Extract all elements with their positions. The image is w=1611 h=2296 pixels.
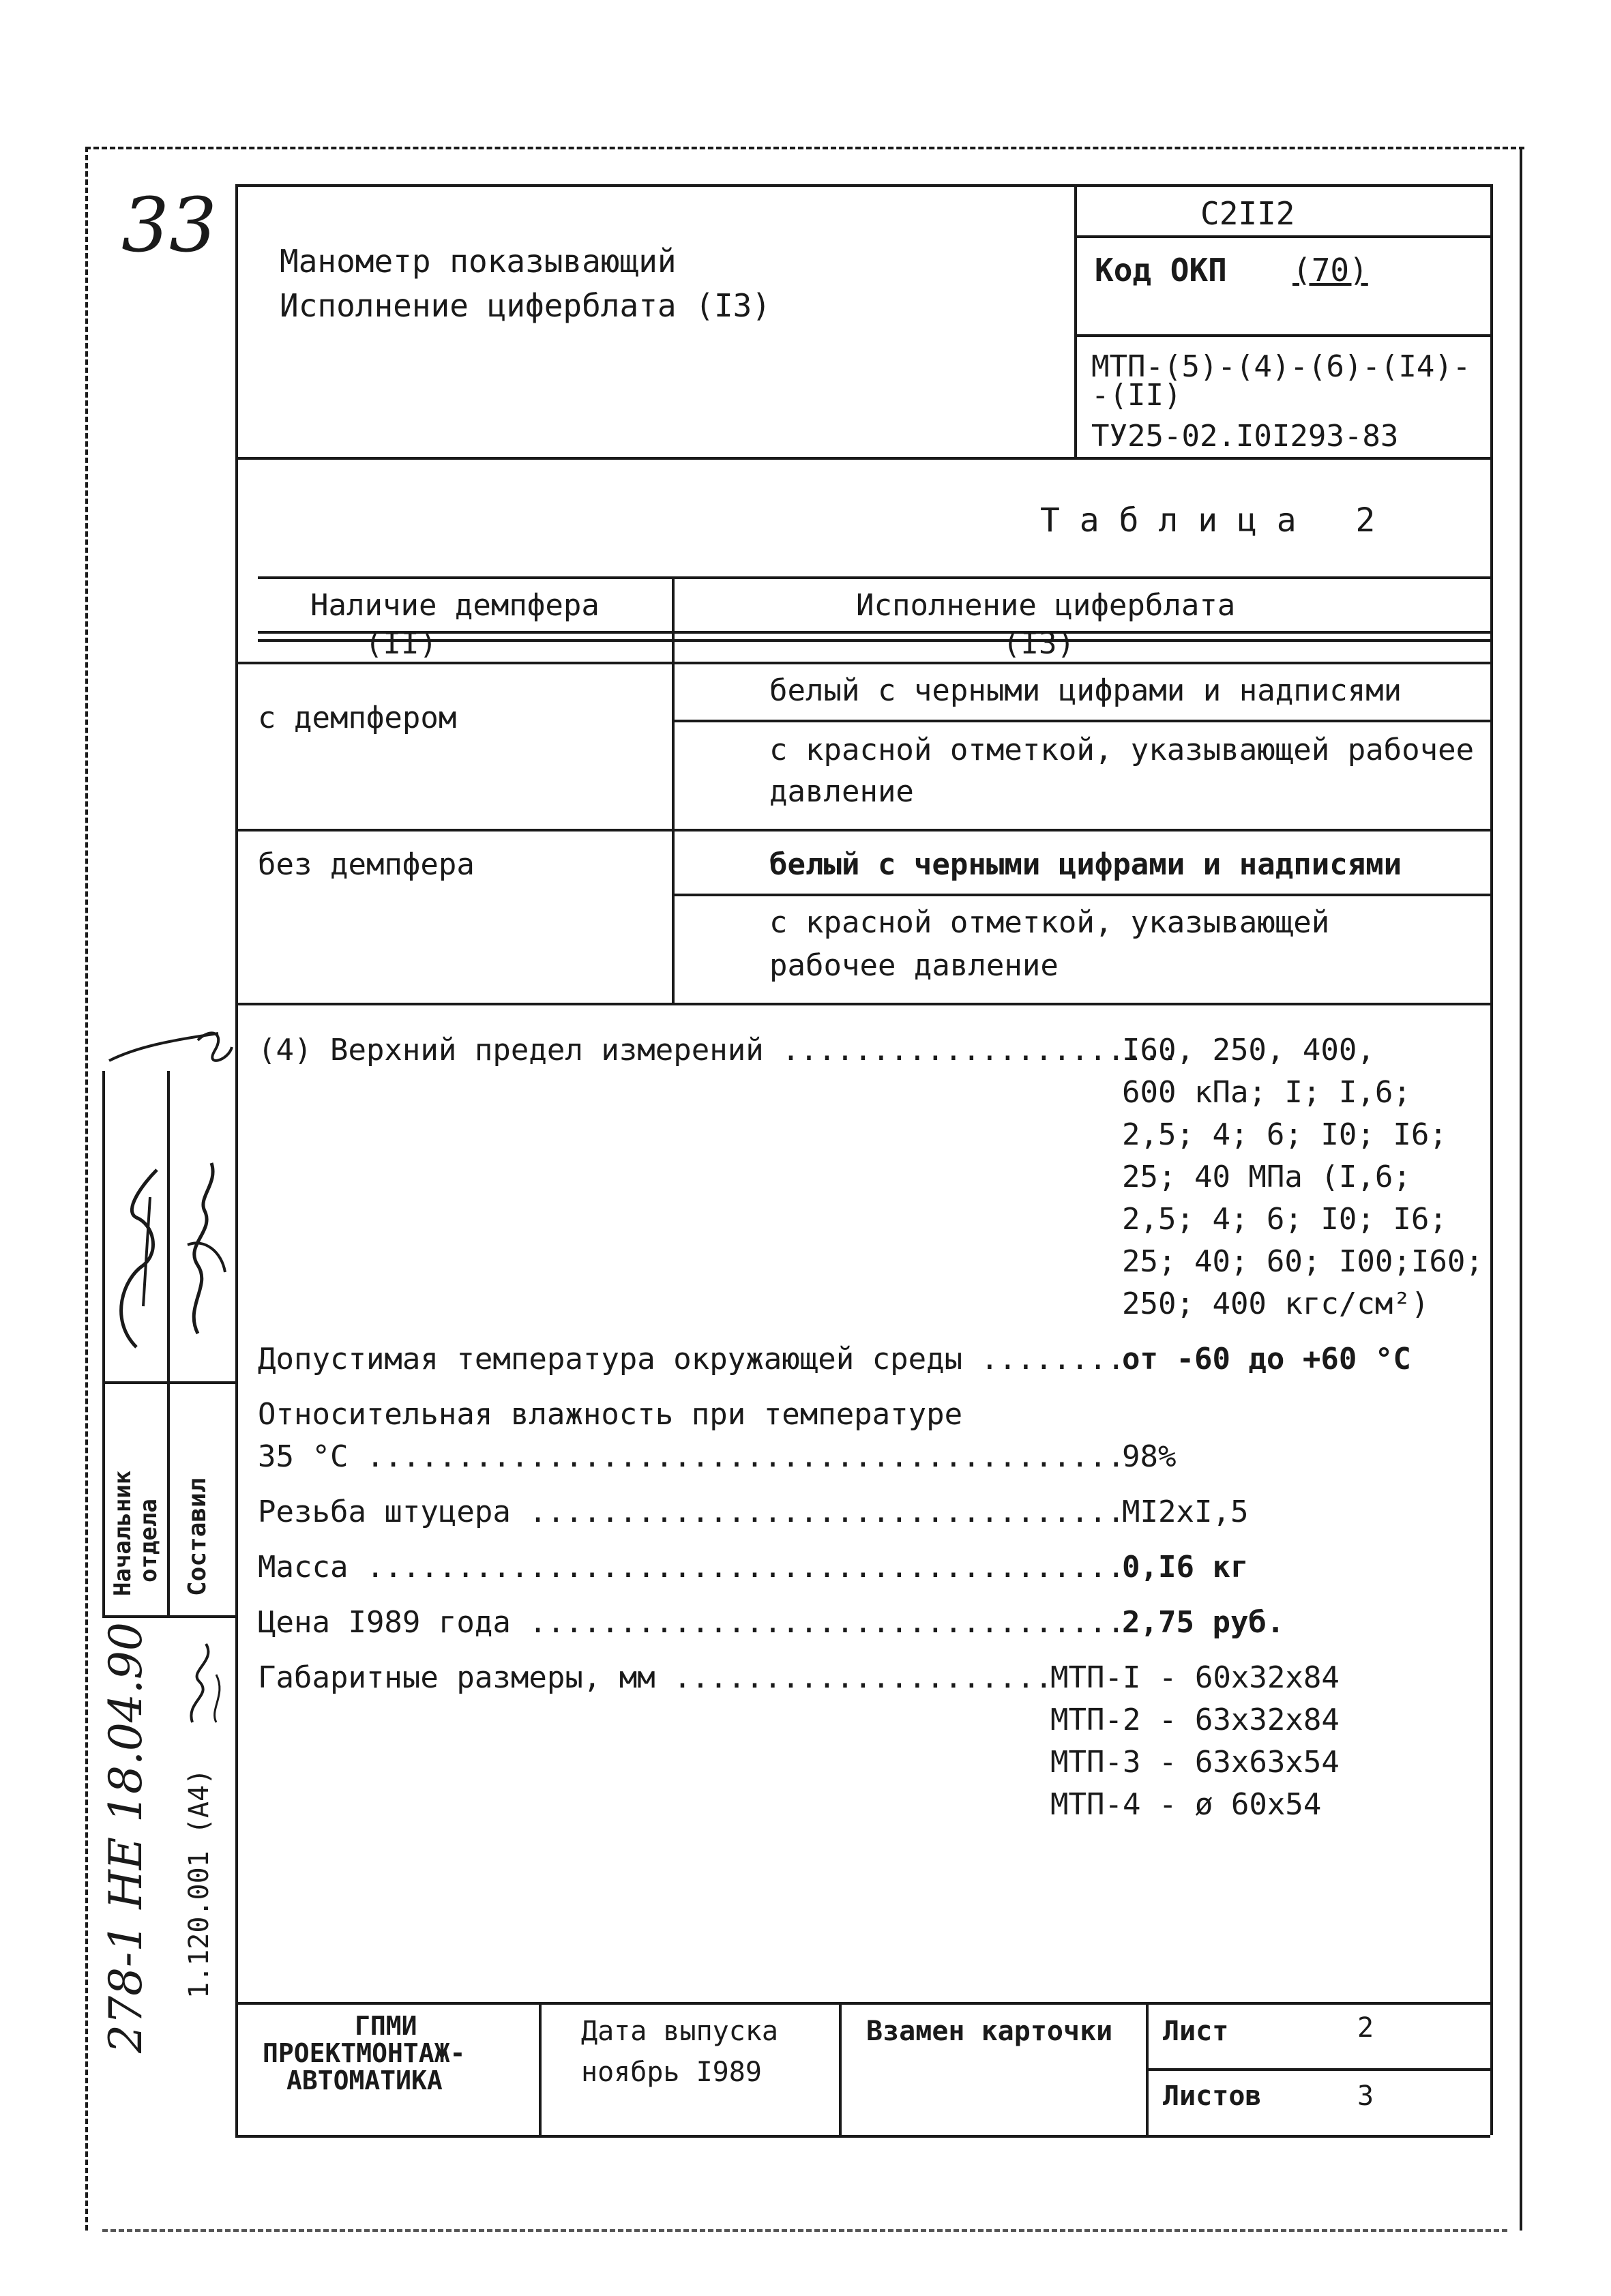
page-number-handwritten: 33 [121,181,217,269]
dimensions-label: Габаритные размеры, мм ..................... [258,1660,1053,1695]
tu-number: ТУ25-02.I0I293-83 [1091,419,1399,454]
top-border-line [85,147,1524,149]
humidity-label-2: 35 °С .......................................... [258,1439,1125,1474]
price-label: Цена I989 года ................................. [258,1605,1125,1640]
model-line-2: -(II) [1091,378,1182,413]
left-border-line [85,147,88,2231]
date-label: Дата выпуска [581,2016,778,2047]
range-line-7: 250; 400 кгс/см²) [1122,1286,1430,1321]
document-code: 1.120.001 (А4) [183,1768,215,1999]
row-1-damper: с демпфером [258,701,457,735]
dimensions-line-4: МТП-4 - ø 60x54 [1050,1787,1322,1822]
stamp-head-label-2: отдела [135,1499,162,1583]
header-double-line-2 [258,639,1490,642]
title-line-2: Исполнение циферблата (I3) [280,287,771,324]
col-header-dial: Исполнение циферблата [856,588,1236,623]
footer-divider-1 [539,2002,542,2135]
replace-label: Взамен карточки [866,2016,1113,2047]
range-line-1: I60, 250, 400, [1122,1033,1375,1068]
mass-label: Масса .......................................... [258,1550,1125,1585]
stamp-head-label: Начальник [109,1470,136,1596]
org-line-2: ПРОЕКТМОНТАЖ- [263,2038,466,2068]
row-2-variant-1: белый с черными цифрами и надписями [769,847,1402,882]
row-2-variant-2b: рабочее давление [769,948,1059,983]
code-value: C2II2 [1200,195,1295,232]
header-line-code [1074,235,1490,238]
row-2-damper: без демпфера [258,847,475,882]
col-header-damper: Наличие демпфера [310,588,600,623]
table-subheader-line [235,662,1490,664]
row-2-inner-line [672,894,1490,896]
sheets-value: 3 [1357,2080,1374,2112]
handwritten-initials [179,1627,233,1729]
stamp-author-label: Составил [183,1477,211,1596]
range-label: (4) Верхний предел измерений ...................... [258,1033,1180,1068]
row-1-variant-2: с красной отметкой, указывающей рабочее [769,733,1475,767]
col-number-damper: (II) [365,626,437,661]
humidity-value: 98% [1122,1439,1177,1474]
right-border-line [1520,147,1522,2231]
okp-label: Код ОКП [1095,252,1227,289]
dimensions-line-3: МТП-3 - 63x63x54 [1050,1745,1340,1780]
table-caption: Т а б л и ц а 2 [1040,501,1376,540]
date-value: ноябрь I989 [581,2057,762,2088]
stamp-top-line [102,1381,235,1384]
row-1-variant-1: белый с черными цифрами и надписями [769,673,1402,708]
mass-value: 0,I6 кг [1122,1550,1249,1585]
row-2-variant-2: с красной отметкой, указывающей [769,905,1330,940]
sheet-label: Лист [1163,2016,1229,2047]
thread-value: МI2xI,5 [1122,1495,1249,1529]
header-divider [1074,184,1077,457]
price-value: 2,75 руб. [1122,1605,1285,1640]
header-line-okp [1074,334,1490,337]
card-right-edge [1490,184,1493,2135]
sheets-label: Листов [1163,2080,1262,2112]
row-1-inner-line [672,720,1490,722]
table-column-divider [672,576,675,1003]
temperature-label: Допустимая температура окружающей среды ........ [258,1342,1125,1377]
handwritten-signatures [95,1020,239,1381]
title-line-1: Манометр показывающий [280,243,677,280]
handwritten-registration-number: 278-1 НЕ 18.04.90 [100,1622,152,2053]
dimensions-line-1: МТП-I - 60x32x84 [1050,1660,1340,1695]
range-line-4: 25; 40 МПа (I,6; [1122,1160,1411,1194]
dimensions-line-2: МТП-2 - 63x32x84 [1050,1703,1340,1737]
okp-value: (70) [1292,252,1368,289]
row-1-variant-2b: давление [769,774,914,809]
stamp-bottom-line [102,1615,235,1618]
row-separator [235,829,1490,831]
model-line-1: МТП-(5)-(4)-(6)-(I4)- [1091,349,1471,384]
footer-divider-2 [839,2002,842,2135]
temperature-value: от -60 до +60 °С [1122,1342,1411,1377]
range-line-6: 25; 40; 60; I00;I60; [1122,1244,1483,1279]
range-line-2: 600 кПа; I; I,6; [1122,1075,1411,1110]
thread-label: Резьба штуцера ................................. [258,1495,1125,1529]
col-number-dial: (I3) [1003,626,1075,661]
bottom-border-line [102,2229,1507,2232]
footer-top-line [235,2002,1490,2005]
org-line-3: АВТОМАТИКА [286,2065,443,2095]
range-line-5: 2,5; 4; 6; I0; I6; [1122,1202,1447,1237]
footer-bottom-line [235,2135,1490,2138]
sheet-value: 2 [1357,2012,1374,2044]
org-line-1: ГПМИ [355,2011,417,2041]
range-line-3: 2,5; 4; 6; I0; I6; [1122,1117,1447,1152]
header-double-line-1 [258,631,1490,634]
table-top-line [258,576,1490,579]
header-bottom-line [235,457,1490,460]
humidity-label-1: Относительная влажность при температуре [258,1397,963,1432]
table-bottom-line [235,1003,1490,1005]
footer-sheet-line [1146,2068,1490,2071]
card-top-edge [235,184,1490,187]
